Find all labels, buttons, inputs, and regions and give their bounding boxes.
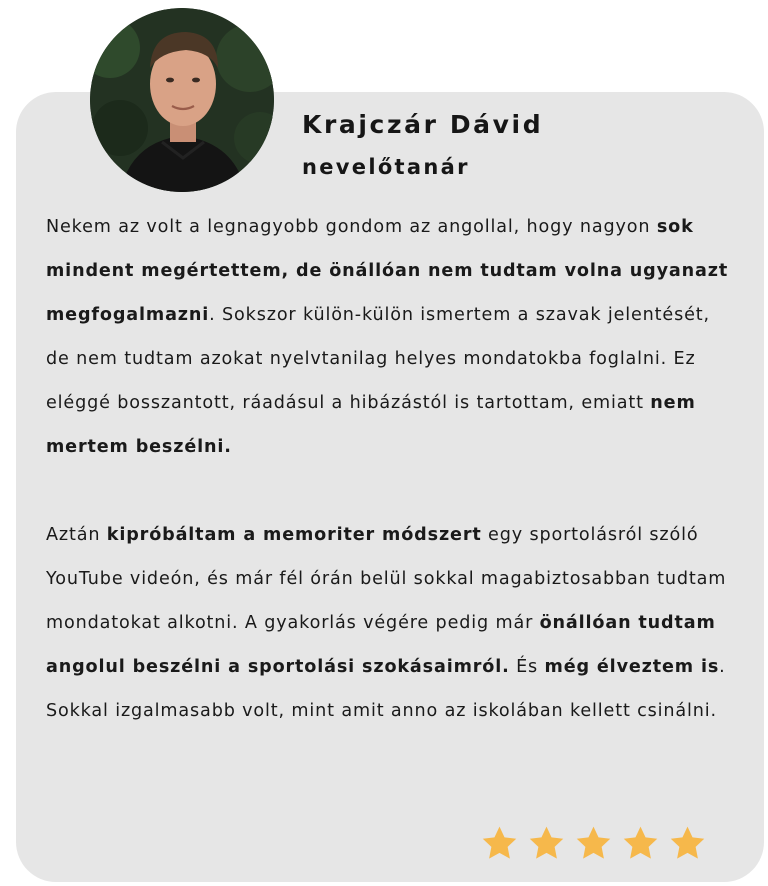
star-icon — [527, 824, 566, 863]
text-segment: . Sokszor külön-külön ismertem a szavak jelentését, de nem tudtam azokat nyelvtanilag helyes mondatokba foglalni. Ez eléggé bosszantott, ráadásul a hibázástól is tartottam, emiatt — [46, 305, 710, 413]
paragraph-2 — [46, 513, 736, 733]
highlight-segment: kipróbáltam a memoriter módszert — [106, 525, 482, 545]
person-role: nevelőtanár — [302, 155, 470, 179]
highlight-segment: sok mindent megértettem, de önállóan nem tudtam volna ugyanazt megfogalmazni — [46, 217, 729, 325]
highlight-segment: önállóan tudtam angolul beszélni a sportolási szokásaimról. — [46, 613, 716, 677]
star-icon — [574, 824, 613, 863]
paragraph-1 — [46, 205, 736, 469]
star-icon — [668, 824, 707, 863]
testimonial-text — [46, 205, 736, 733]
highlight-segment: nem mertem beszélni. — [46, 393, 696, 457]
text-segment: Nekem az volt a legnagyobb gondom az angollal, hogy nagyon — [46, 217, 657, 237]
avatar — [90, 8, 274, 192]
person-name: Krajczár Dávid — [302, 110, 544, 139]
text-segment: És — [509, 657, 545, 677]
highlight-segment: még élveztem is — [544, 657, 720, 677]
text-segment: Aztán — [46, 525, 107, 545]
star-icon — [621, 824, 660, 863]
avatar-photo — [90, 8, 274, 192]
text-segment: . Sokkal izgalmasabb volt, mint amit anno az iskolában kellett csinálni. — [46, 657, 726, 721]
star-icon — [480, 824, 519, 863]
text-segment: egy sportolásról szóló YouTube videón, és már fél órán belül sokkal magabiztosabban tudtam mondatokat alkotni. A gyakorlás végére pedig már — [46, 525, 727, 633]
star-rating — [480, 824, 707, 863]
